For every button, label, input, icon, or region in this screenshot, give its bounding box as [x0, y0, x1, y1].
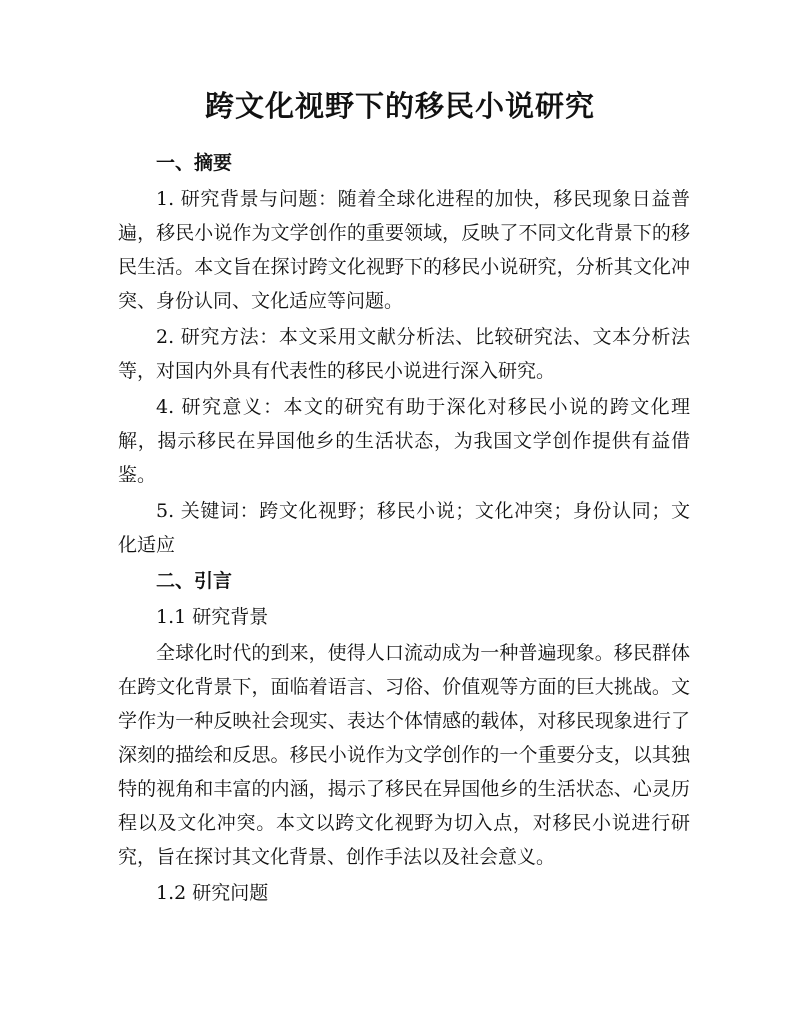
abstract-paragraph-background: 1. 研究背景与问题：随着全球化进程的加快，移民现象日益普遍，移民小说作为文学创作的重要领域，反映了不同文化背景下的移民生活。本文旨在探讨跨文化视野下的移民小说研究，分析其文化冲突、身份认同、文化适应等问题。 — [118, 188, 690, 312]
section-heading-abstract: 一、摘要 — [156, 152, 233, 174]
abstract-paragraph-keywords: 5. 关键词：跨文化视野；移民小说；文化冲突；身份认同；文化适应 — [118, 500, 690, 556]
subsection-heading-background: 1.1 研究背景 — [156, 606, 269, 628]
introduction-paragraph: 全球化时代的到来，使得人口流动成为一种普遍现象。移民群体在跨文化背景下，面临着语言、习俗、价值观等方面的巨大挑战。文学作为一种反映社会现实、表达个体情感的载体，对移民现象进行了深刻的描绘和反思。移民小说作为文学创作的一个重要分支，以其独特的视角和丰富的内涵，揭示了移民在异国他乡的生活状态、心灵历程以及文化冲突。本文以跨文化视野为切入点，对移民小说进行研究，旨在探讨其文化背景、创作手法以及社会意义。 — [118, 642, 690, 868]
abstract-paragraph-methods: 2. 研究方法：本文采用文献分析法、比较研究法、文本分析法等，对国内外具有代表性的移民小说进行深入研究。 — [118, 326, 690, 382]
document-body — [118, 146, 690, 912]
section-heading-introduction: 二、引言 — [156, 570, 233, 592]
abstract-paragraph-significance: 4. 研究意义：本文的研究有助于深化对移民小说的跨文化理解，揭示移民在异国他乡的生活状态，为我国文学创作提供有益借鉴。 — [118, 396, 690, 486]
document-title: 跨文化视野下的移民小说研究 — [204, 89, 595, 123]
subsection-heading-questions: 1.2 研究问题 — [156, 882, 269, 904]
